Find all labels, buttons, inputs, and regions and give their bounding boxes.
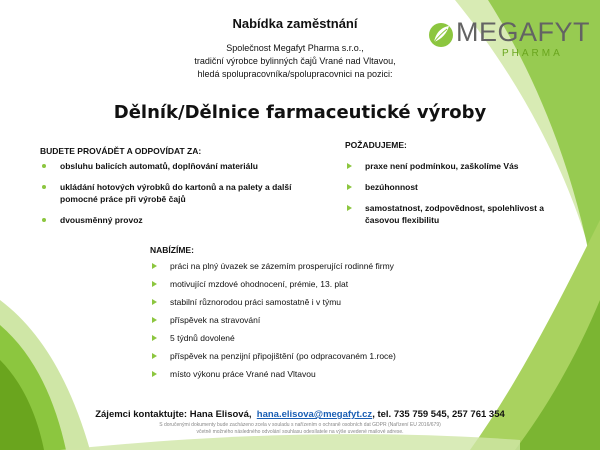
bullet-triangle-icon [347, 163, 352, 169]
contact-prefix: Zájemci kontaktujte: Hana Elisová, [95, 409, 252, 420]
list-item [345, 160, 560, 172]
list-item-text: ukládání hotových výrobků do kartonů a na palety a další pomocné práce při výrobě čajů [60, 182, 292, 204]
list-item [40, 181, 320, 205]
bullet-triangle-icon [347, 205, 352, 211]
bullet-triangle-icon [152, 263, 157, 269]
list-item [150, 350, 490, 362]
job-title: Dělník/Dělnice farmaceutické výroby [113, 102, 487, 123]
list-item-text: bezúhonnost [365, 182, 418, 192]
list-item-text: stabilní různorodou práci samostatně i v týmu [170, 297, 342, 307]
disclaimer-line: včetně možného následného odvolání souhlasu odesílatele na výše uvedené mailové adrese. [196, 429, 404, 435]
list-item-text: 5 týdnů dovolené [170, 333, 235, 343]
intro-line: hledá spolupracovníka/spolupracovnici na pozici: [197, 69, 393, 79]
logo-subtitle: PHARMA [502, 48, 563, 59]
offer-list [150, 260, 490, 386]
requirements-heading: POŽADUJEME: [345, 140, 407, 150]
list-item [150, 314, 490, 326]
list-item-text: práci na plný úvazek se zázemím prosperující rodinné firmy [170, 261, 394, 271]
gdpr-disclaimer [90, 422, 510, 436]
duties-heading: BUDETE PROVÁDĚT A ODPOVÍDAT ZA: [40, 146, 202, 156]
list-item-text: obsluhu balicích automatů, doplňování materiálu [60, 161, 258, 171]
bullet-triangle-icon [152, 353, 157, 359]
list-item [345, 181, 560, 193]
duties-list [40, 160, 320, 235]
intro-line: Společnost Megafyt Pharma s.r.o., [226, 43, 364, 53]
list-item-text: motivující mzdové ohodnocení, prémie, 13. plat [170, 279, 349, 289]
intro-line: tradiční výrobce bylinných čajů Vrané nad Vltavou, [194, 56, 396, 66]
bullet-triangle-icon [152, 299, 157, 305]
bullet-triangle-icon [347, 184, 352, 190]
contact-phone: , tel. 735 759 545, 257 761 354 [372, 409, 505, 420]
requirements-list [345, 160, 560, 235]
list-item [150, 278, 490, 290]
page-title: Nabídka zaměstnání [232, 16, 358, 31]
list-item [150, 368, 490, 380]
list-item-text: praxe není podmínkou, zaškolíme Vás [365, 161, 519, 171]
list-item-text: místo výkonu práce Vrané nad Vltavou [170, 369, 316, 379]
list-item [40, 214, 320, 226]
bullet-dot-icon [42, 218, 46, 222]
email-link[interactable]: hana.elisova@megafyt.cz [256, 409, 373, 420]
bullet-triangle-icon [152, 281, 157, 287]
list-item [150, 296, 490, 308]
list-item [150, 260, 490, 272]
list-item-text: dvousměnný provoz [60, 215, 143, 225]
megafyt-logo [428, 17, 591, 62]
bullet-dot-icon [42, 185, 46, 189]
list-item-text: příspěvek na penzijní připojištění (po odpracovaném 1.roce) [170, 351, 396, 361]
list-item-text: příspěvek na stravování [170, 315, 261, 325]
bullet-triangle-icon [152, 335, 157, 341]
leaf-icon [428, 20, 454, 50]
company-intro [150, 42, 440, 81]
list-item [150, 332, 490, 344]
bottom-swoosh [60, 434, 520, 450]
disclaimer-line: S doručenými dokumenty bude zacházeno zcela v souladu s nařízením o ochraně osobních dat GDPR (Nařízení EU 2016/679) [159, 422, 441, 428]
offer-heading: NABÍZÍME: [150, 245, 194, 255]
bullet-triangle-icon [152, 317, 157, 323]
bullet-dot-icon [42, 164, 46, 168]
list-item [40, 160, 320, 172]
list-item [345, 202, 560, 226]
bullet-triangle-icon [152, 371, 157, 377]
logo-wordmark: MEGAFYT [456, 17, 591, 47]
contact-line [30, 409, 570, 420]
list-item-text: samostatnost, zodpovědnost, spolehlivost a časovou flexibilitu [365, 203, 544, 225]
